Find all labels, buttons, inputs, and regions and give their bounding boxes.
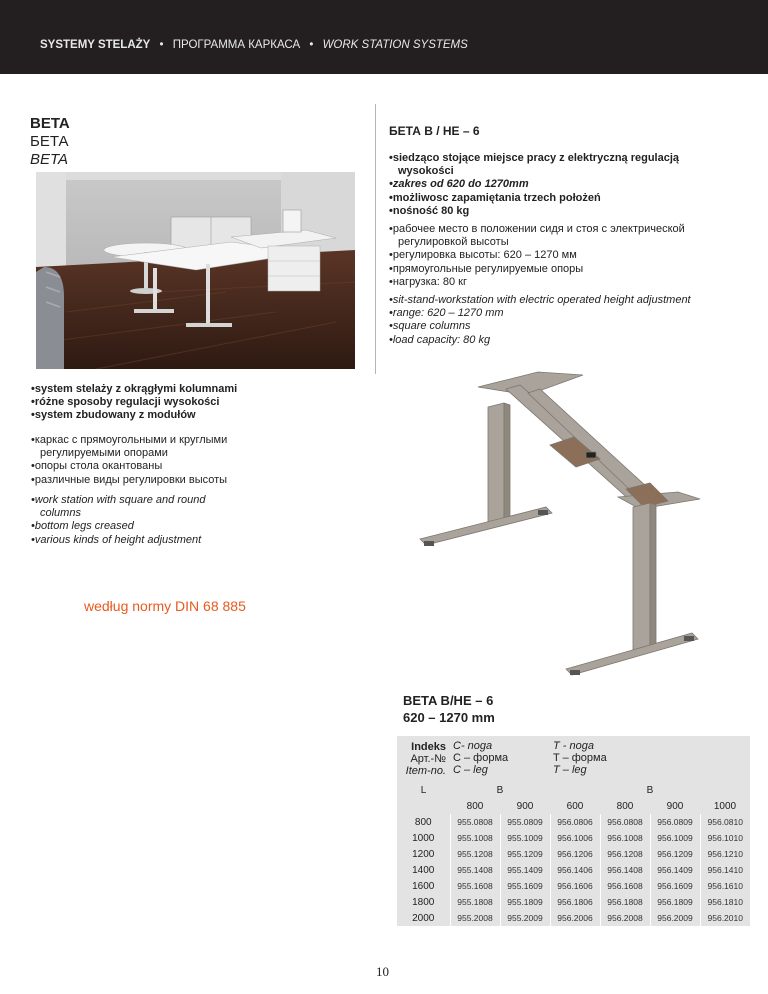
- model-range: 620 – 1270 mm: [403, 710, 495, 725]
- item-number-cell: 956.1206: [550, 846, 600, 862]
- system-list-pl: [31, 383, 351, 423]
- b-label: B: [450, 782, 550, 798]
- item-number-cell: 956.0806: [550, 814, 600, 830]
- divider: [375, 104, 376, 374]
- list-item: • różne sposoby regulacji wysokości: [31, 396, 351, 409]
- list-item: • нагрузка: 80 кг: [389, 276, 729, 289]
- feature-list-pl: [389, 152, 729, 218]
- item-number-cell: 955.2008: [450, 910, 500, 926]
- product-title: БЕТА B / HE – 6: [389, 124, 480, 138]
- item-number-cell: 956.1609: [650, 878, 700, 894]
- t-leg-ru: T – форма: [553, 752, 607, 764]
- item-number-cell: 955.1608: [450, 878, 500, 894]
- list-item: • прямоугольные регулируемые опоры: [389, 263, 729, 276]
- table-row: [397, 862, 750, 878]
- norm-text: według normy DIN 68 885: [84, 598, 246, 614]
- item-number-cell: 955.1408: [450, 862, 500, 878]
- item-number-cell: 955.1008: [450, 830, 500, 846]
- item-number-cell: 956.1409: [650, 862, 700, 878]
- list-item: • каркас с прямоугольными и круглыми регулируемыми опорами: [31, 434, 266, 460]
- item-number-cell: 956.1608: [600, 878, 650, 894]
- item-number-cell: 955.1409: [500, 862, 550, 878]
- width-header: 900: [500, 798, 550, 814]
- item-number-cell: 955.1209: [500, 846, 550, 862]
- item-number-cell: 956.1606: [550, 878, 600, 894]
- header-separator: •: [309, 39, 314, 51]
- header-separator: •: [159, 39, 164, 51]
- model-name: BETA B/HE – 6: [403, 693, 494, 708]
- index-ru: Арт.-№: [410, 753, 446, 765]
- item-number-cell: 956.1809: [650, 894, 700, 910]
- t-leg-en: T – leg: [553, 764, 587, 776]
- header-bar: [0, 0, 768, 74]
- list-item: • range: 620 – 1270 mm: [389, 307, 729, 320]
- item-number-cell: 956.1209: [650, 846, 700, 862]
- item-number-cell: 956.1810: [700, 894, 750, 910]
- list-item: • work station with square and round columns: [31, 494, 241, 520]
- list-item: • рабочее место в положении сидя и стоя с электрической регулировкой высоты: [389, 223, 729, 249]
- item-number-cell: 955.1609: [500, 878, 550, 894]
- item-number-cell: 955.2009: [500, 910, 550, 926]
- item-number-cell: 956.0810: [700, 814, 750, 830]
- system-list-ru: [31, 434, 266, 487]
- c-leg-header: [450, 736, 550, 782]
- row-length: 1800: [397, 894, 450, 910]
- item-number-cell: 956.1006: [550, 830, 600, 846]
- item-number-cell: 956.1410: [700, 862, 750, 878]
- item-number-cell: 955.1808: [450, 894, 500, 910]
- item-number-cell: 955.1208: [450, 846, 500, 862]
- b-label: B: [550, 782, 750, 798]
- empty-cell: [397, 798, 450, 814]
- row-length: 1200: [397, 846, 450, 862]
- index-en: Item-no.: [405, 765, 446, 777]
- row-length: 2000: [397, 910, 450, 926]
- list-item: • zakres od 620 do 1270mm: [389, 178, 729, 191]
- feature-list-ru: [389, 223, 729, 289]
- item-number-cell: 956.1210: [700, 846, 750, 862]
- header-programma: ПРОГРАММА КАРКАСА: [172, 39, 301, 51]
- feature-list-en: [389, 294, 729, 347]
- row-length: 1400: [397, 862, 450, 878]
- title-en: BETA: [30, 151, 69, 168]
- width-header: 900: [650, 798, 700, 814]
- model-heading: [403, 692, 495, 726]
- t-leg-header: [550, 736, 750, 782]
- row-length: 800: [397, 814, 450, 830]
- item-number-cell: 956.1010: [700, 830, 750, 846]
- list-item: • опоры стола окантованы: [31, 460, 266, 473]
- table-row: [397, 910, 750, 926]
- item-number-cell: 956.1408: [600, 862, 650, 878]
- c-leg-en: C – leg: [453, 764, 488, 776]
- list-item: • load capacity: 80 kg: [389, 334, 729, 347]
- spec-rows: [397, 814, 750, 926]
- item-number-cell: 956.1008: [600, 830, 650, 846]
- title-pl: BETA: [30, 115, 70, 132]
- title-ru: БЕТА: [30, 133, 69, 150]
- l-label: L: [397, 782, 450, 798]
- item-number-cell: 956.2008: [600, 910, 650, 926]
- item-number-cell: 955.0808: [450, 814, 500, 830]
- header-workstation: WORK STATION SYSTEMS: [322, 39, 468, 51]
- table-row: [397, 814, 750, 830]
- item-number-cell: 956.2010: [700, 910, 750, 926]
- list-item: • регулировка высоты: 620 – 1270 мм: [389, 249, 729, 262]
- item-number-cell: 956.1406: [550, 862, 600, 878]
- table-row: [397, 846, 750, 862]
- desk-frame-image: [378, 367, 710, 679]
- list-item: • bottom legs creased: [31, 520, 241, 533]
- header-text: [40, 39, 468, 51]
- width-header: 600: [550, 798, 600, 814]
- list-item: • system zbudowany z modułów: [31, 409, 351, 422]
- c-leg-ru: C – форма: [453, 752, 509, 764]
- item-number-cell: 955.0809: [500, 814, 550, 830]
- item-number-cell: 956.1208: [600, 846, 650, 862]
- index-pl: Indeks: [411, 741, 446, 753]
- item-number-cell: 956.0809: [650, 814, 700, 830]
- list-item: • sit-stand-workstation with electric operated height adjustment: [389, 294, 729, 307]
- list-item: • siedząco stojące miejsce pracy z elektryczną regulacją wysokości: [389, 152, 729, 178]
- row-length: 1000: [397, 830, 450, 846]
- width-header: 1000: [700, 798, 750, 814]
- index-header: [397, 736, 450, 782]
- table-row: [397, 894, 750, 910]
- item-number-cell: 955.1809: [500, 894, 550, 910]
- page-number: 10: [376, 964, 389, 979]
- c-leg-pl: C- noga: [453, 740, 493, 752]
- item-number-cell: 956.1806: [550, 894, 600, 910]
- t-leg-pl: T - noga: [553, 740, 594, 752]
- item-number-cell: 956.1610: [700, 878, 750, 894]
- list-item: • możliwosc zapamiętania trzech położeń: [389, 192, 729, 205]
- office-photo: [36, 172, 355, 369]
- header-systemy: SYSTEMY STELAŻY: [40, 39, 151, 51]
- system-list-en: [31, 494, 241, 547]
- item-number-cell: 956.1808: [600, 894, 650, 910]
- width-header: 800: [600, 798, 650, 814]
- list-item: • nośność 80 kg: [389, 205, 729, 218]
- spec-table: [397, 736, 750, 926]
- table-row: [397, 830, 750, 846]
- table-row: [397, 878, 750, 894]
- item-number-cell: 956.2006: [550, 910, 600, 926]
- item-number-cell: 955.1009: [500, 830, 550, 846]
- item-number-cell: 956.2009: [650, 910, 700, 926]
- list-item: • различные виды регулировки высоты: [31, 474, 266, 487]
- item-number-cell: 956.0808: [600, 814, 650, 830]
- list-item: • system stelaży z okrągłymi kolumnami: [31, 383, 351, 396]
- row-length: 1600: [397, 878, 450, 894]
- list-item: • square columns: [389, 320, 729, 333]
- item-number-cell: 956.1009: [650, 830, 700, 846]
- list-item: • various kinds of height adjustment: [31, 534, 241, 547]
- width-header: 800: [450, 798, 500, 814]
- page-title: [30, 115, 70, 169]
